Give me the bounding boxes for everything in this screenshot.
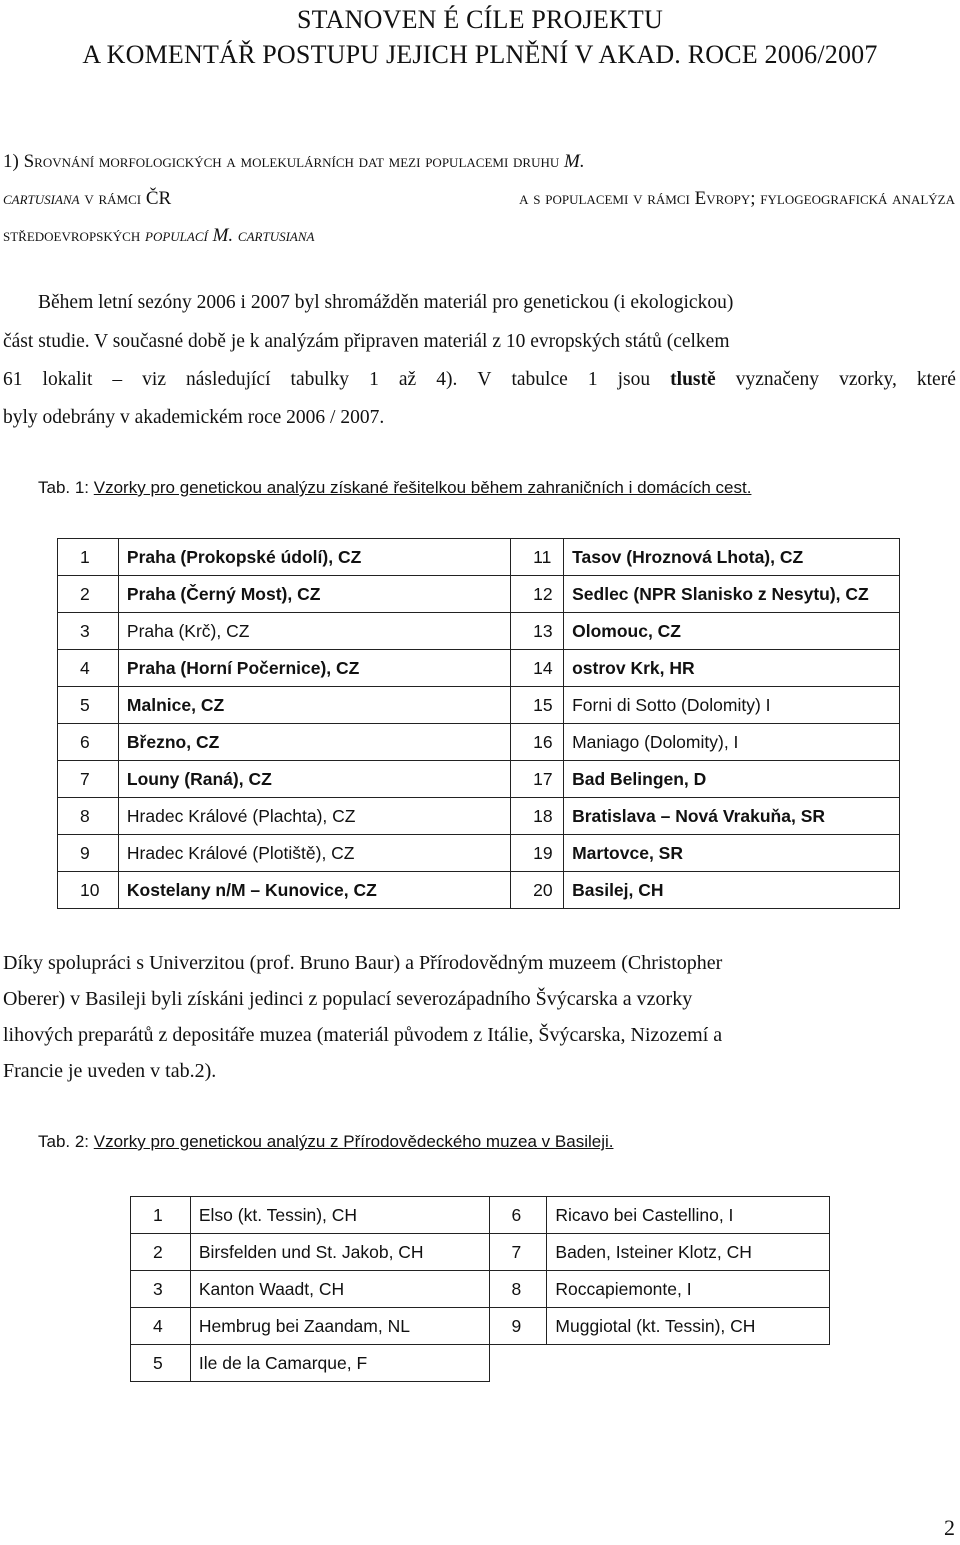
row-number: 14 <box>511 650 564 687</box>
row-number: 19 <box>511 835 564 872</box>
word: – <box>112 369 123 390</box>
samples-table-2 <box>130 1196 830 1382</box>
locality-cell: Praha (Krč), CZ <box>118 613 510 650</box>
locality-cell: Ricavo bei Castellino, I <box>547 1197 830 1234</box>
paragraph-line3 <box>3 361 956 399</box>
locality-cell: Bad Belingen, D <box>564 761 900 798</box>
row-number: 17 <box>511 761 564 798</box>
locality-cell: Louny (Raná), CZ <box>118 761 510 798</box>
row-number: 3 <box>131 1271 191 1308</box>
document-title-line1: STANOVEN É CÍLE PROJEKTU <box>297 5 663 34</box>
table-row <box>58 687 900 724</box>
locality-cell: Ile de la Camarque, F <box>190 1345 489 1382</box>
samples-table-1 <box>57 538 900 909</box>
locality-cell: Kanton Waadt, CH <box>190 1271 489 1308</box>
row-number: 8 <box>58 798 119 835</box>
paragraph-line2: část studie. V současné době je k analýzám připraven materiál z 10 evropských států (celkem <box>3 331 730 352</box>
row-number: 2 <box>131 1234 191 1271</box>
table-row <box>58 650 900 687</box>
locality-cell: Roccapiemonte, I <box>547 1271 830 1308</box>
row-number: 2 <box>58 576 119 613</box>
table-row <box>58 576 900 613</box>
row-number: 16 <box>511 724 564 761</box>
locality-cell: Praha (Černý Most), CZ <box>118 576 510 613</box>
row-number: 10 <box>58 872 119 909</box>
paragraph2-line4: Francie je uveden v tab.2). <box>3 1060 217 1082</box>
section-heading-line2: cartusiana v rámci ČR a s populacemi v rámci Evropy; fylogeografická analýza <box>3 188 955 209</box>
row-number: 13 <box>511 613 564 650</box>
row-number: 4 <box>131 1308 191 1345</box>
word: tabulce <box>511 369 568 390</box>
locality-cell: Forni di Sotto (Dolomity) I <box>564 687 900 724</box>
row-number: 3 <box>58 613 119 650</box>
row-number: 11 <box>511 539 564 576</box>
table-row <box>58 798 900 835</box>
word: vzorky, <box>839 369 897 390</box>
paragraph2-line3: lihových preparátů z depositáře muzea (materiál původem z Itálie, Švýcarska, Nizozemí a <box>3 1024 723 1046</box>
row-number: 15 <box>511 687 564 724</box>
locality-cell: Praha (Prokopské údolí), CZ <box>118 539 510 576</box>
word: V <box>477 369 492 390</box>
locality-cell: Březno, CZ <box>118 724 510 761</box>
table-row <box>58 835 900 872</box>
document-title-line2: A KOMENTÁŘ POSTUPU JEJICH PLNĚNÍ V AKAD. ROCE 2006/2007 <box>82 40 878 69</box>
word: vyznačeny <box>735 369 820 390</box>
locality-cell: Sedlec (NPR Slanisko z Nesytu), CZ <box>564 576 900 613</box>
paragraph2-line2: Oberer) v Basileji byli získáni jedinci z populací severozápadního Švýcarska a vzorky <box>3 988 693 1010</box>
row-number: 7 <box>58 761 119 798</box>
locality-cell <box>547 1345 830 1382</box>
word: 4). <box>436 369 458 390</box>
word: až <box>398 369 417 390</box>
locality-cell: Hradec Králové (Plotiště), CZ <box>118 835 510 872</box>
table-row <box>58 872 900 909</box>
row-number: 20 <box>511 872 564 909</box>
word: následující <box>186 369 271 390</box>
locality-cell: Tasov (Hroznová Lhota), CZ <box>564 539 900 576</box>
table2-caption: Tab. 2: Vzorky pro genetickou analýzu z Přírodovědeckého muzea v Basileji. <box>38 1132 614 1151</box>
row-number: 1 <box>58 539 119 576</box>
row-number: 8 <box>489 1271 547 1308</box>
word: viz <box>142 369 166 390</box>
row-number: 9 <box>489 1308 547 1345</box>
table-row <box>131 1271 830 1308</box>
row-number: 9 <box>58 835 119 872</box>
row-number: 5 <box>58 687 119 724</box>
table-row <box>58 613 900 650</box>
paragraph2-line1: Díky spolupráci s Univerzitou (prof. Bruno Baur) a Přírodovědným muzeem (Christopher <box>3 952 723 974</box>
locality-cell: Olomouc, CZ <box>564 613 900 650</box>
locality-cell: Maniago (Dolomity), I <box>564 724 900 761</box>
table-row <box>131 1308 830 1345</box>
page-number: 2 <box>944 1515 955 1540</box>
locality-cell: Baden, Isteiner Klotz, CH <box>547 1234 830 1271</box>
table1-caption: Tab. 1: Vzorky pro genetickou analýzu získané řešitelkou během zahraničních i domácích cest. <box>38 478 752 497</box>
bold-word: tlustě <box>670 369 716 390</box>
table-row <box>131 1345 830 1382</box>
row-number: 5 <box>131 1345 191 1382</box>
table-row <box>58 539 900 576</box>
table-row <box>58 724 900 761</box>
locality-cell: Birsfelden und St. Jakob, CH <box>190 1234 489 1271</box>
row-number: 4 <box>58 650 119 687</box>
row-number: 6 <box>58 724 119 761</box>
row-number: 7 <box>489 1234 547 1271</box>
row-number: 1 <box>131 1197 191 1234</box>
section-heading-line3: středoevropských populací M. cartusiana <box>3 225 315 246</box>
locality-cell: Basilej, CH <box>564 872 900 909</box>
word: lokalit <box>42 369 93 390</box>
table-row <box>58 761 900 798</box>
locality-cell: Hembrug bei Zaandam, NL <box>190 1308 489 1345</box>
locality-cell: Praha (Horní Počernice), CZ <box>118 650 510 687</box>
locality-cell: Kostelany n/M – Kunovice, CZ <box>118 872 510 909</box>
paragraph2 <box>3 945 956 1089</box>
locality-cell: ostrov Krk, HR <box>564 650 900 687</box>
paragraph-line4: byly odebrány v akademickém roce 2006 / 2007. <box>3 407 385 428</box>
locality-cell: Bratislava – Nová Vrakuňa, SR <box>564 798 900 835</box>
paragraph-line1: Během letní sezóny 2006 i 2007 byl shromážděn materiál pro genetickou (i ekologickou) <box>38 292 734 313</box>
row-number: 12 <box>511 576 564 613</box>
locality-cell: Malnice, CZ <box>118 687 510 724</box>
table-row <box>131 1234 830 1271</box>
locality-cell: Muggiotal (kt. Tessin), CH <box>547 1308 830 1345</box>
word: 61 <box>3 369 23 390</box>
word: které <box>916 369 956 390</box>
section-heading-line1: 1) Srovnání morfologických a molekulárních dat mezi populacemi druhu M. <box>3 151 585 172</box>
row-number: 18 <box>511 798 564 835</box>
table-row <box>131 1197 830 1234</box>
locality-cell: Hradec Králové (Plachta), CZ <box>118 798 510 835</box>
word: 1 <box>369 369 379 390</box>
row-number: 6 <box>489 1197 547 1234</box>
locality-cell: Martovce, SR <box>564 835 900 872</box>
word: jsou <box>617 369 651 390</box>
locality-cell: Elso (kt. Tessin), CH <box>190 1197 489 1234</box>
word: 1 <box>587 369 598 390</box>
row-number <box>489 1345 547 1382</box>
word: tabulky <box>290 369 350 390</box>
